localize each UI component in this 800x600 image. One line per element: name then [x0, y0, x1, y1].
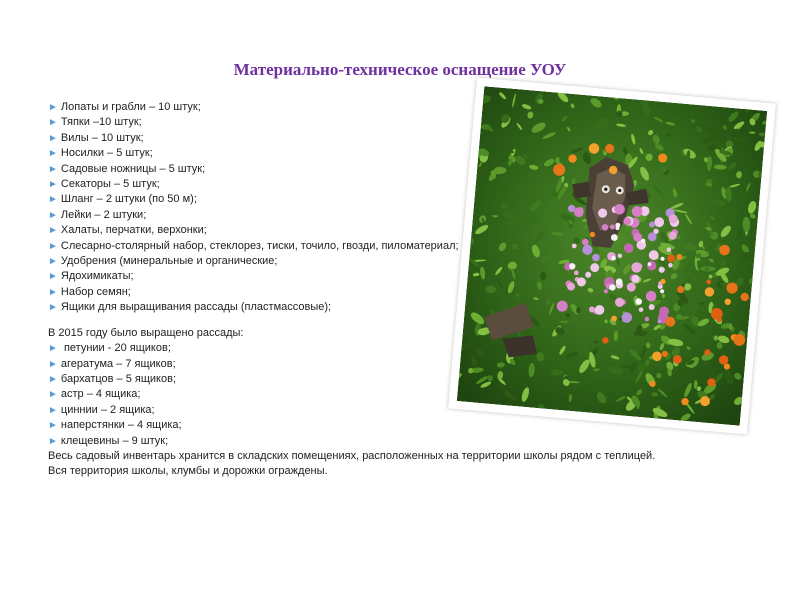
list-item-text: бархатцов – 5 ящиков; [60, 372, 177, 385]
equipment-item [48, 239, 728, 254]
list-item-text: Лопаты и грабли – 10 штук; [60, 101, 201, 113]
seedlings-list [48, 341, 728, 449]
equipment-item [48, 269, 728, 284]
bullet-arrow-icon: ► [48, 286, 58, 298]
bullet-arrow-icon: ► [48, 209, 58, 221]
equipment-item [48, 177, 728, 192]
bullet-arrow-icon: ► [48, 256, 58, 268]
list-item-text: Вилы – 10 штук; [60, 131, 144, 144]
slide-title: Материально-техническое оснащение УОУ [233, 60, 567, 79]
list-item-text: Набор семян; [60, 285, 131, 298]
bullet-arrow-icon: ► [48, 132, 58, 144]
bullet-arrow-icon: ► [48, 240, 58, 252]
footer-line: Вся территория школы, клумбы и дорожки ограждены. [48, 465, 328, 478]
equipment-item [48, 131, 728, 146]
bullet-arrow-icon: ► [48, 389, 58, 401]
seedlings-intro: В 2015 году было выращено рассады: [48, 326, 244, 339]
footer-line: Весь садовый инвентарь хранится в складских помещениях, расположенных на территории школы рядом с теплицей. [48, 449, 656, 462]
list-item-text: циннии – 2 ящика; [60, 403, 155, 416]
bullet-arrow-icon: ► [48, 163, 58, 175]
list-item-text: Ядохимикаты; [60, 270, 134, 283]
bullet-arrow-icon: ► [48, 404, 58, 416]
list-item-text: Лейки – 2 штуки; [60, 208, 147, 221]
equipment-list [48, 100, 728, 316]
list-item-text: Удобрения (минеральные и органические; [60, 255, 278, 268]
bullet-arrow-icon: ► [48, 179, 58, 191]
seedling-item [48, 341, 728, 356]
bullet-arrow-icon: ► [48, 225, 58, 237]
bullet-arrow-icon: ► [48, 194, 58, 206]
list-item-text: Садовые ножницы – 5 штук; [60, 162, 206, 175]
list-item-text: Носилки – 5 штук; [60, 147, 153, 160]
bullet-arrow-icon: ► [48, 302, 58, 314]
seedling-item [48, 372, 728, 387]
bullet-arrow-icon: ► [48, 271, 58, 283]
equipment-item [48, 285, 728, 300]
content-text [48, 100, 728, 480]
list-item-text: Слесарно-столярный набор, стеклорез, тиски, точило, гвозди, пиломатериал; [60, 239, 459, 252]
equipment-item [48, 115, 728, 130]
list-item-text: Халаты, перчатки, верхонки; [60, 224, 207, 237]
seedling-item [48, 403, 728, 418]
bullet-arrow-icon: ► [48, 358, 58, 370]
bullet-arrow-icon: ► [48, 420, 58, 432]
bullet-arrow-icon: ► [48, 343, 58, 355]
list-item-text: наперстянки – 4 ящика; [60, 419, 182, 432]
bullet-arrow-icon: ► [48, 117, 58, 129]
list-item-text: Ящики для выращивания рассады (пластмассовые); [60, 301, 332, 314]
equipment-item [48, 300, 728, 315]
bullet-arrow-icon: ► [48, 435, 58, 447]
equipment-item [48, 223, 728, 238]
equipment-item [48, 254, 728, 269]
equipment-item [48, 162, 728, 177]
list-item-text: Тяпки –10 штук; [60, 116, 142, 129]
list-item-text: петунии - 20 ящиков; [60, 342, 171, 355]
equipment-item [48, 146, 728, 161]
list-item-text: агератума – 7 ящиков; [60, 357, 176, 370]
bullet-arrow-icon: ► [48, 148, 58, 160]
list-item-text: Шланг – 2 штуки (по 50 м); [60, 193, 197, 206]
bullet-arrow-icon: ► [48, 102, 58, 113]
seedling-item [48, 357, 728, 372]
footer-notes [48, 449, 728, 480]
seedling-item [48, 418, 728, 433]
equipment-item [48, 208, 728, 223]
list-item-text: астр – 4 ящика; [60, 388, 141, 401]
seedling-item [48, 434, 728, 449]
list-item-text: Секаторы – 5 штук; [60, 178, 160, 191]
equipment-item [48, 100, 728, 115]
seedling-item [48, 387, 728, 402]
list-item-text: клещевины – 9 штук; [60, 434, 169, 447]
bullet-arrow-icon: ► [48, 373, 58, 385]
equipment-item [48, 192, 728, 207]
